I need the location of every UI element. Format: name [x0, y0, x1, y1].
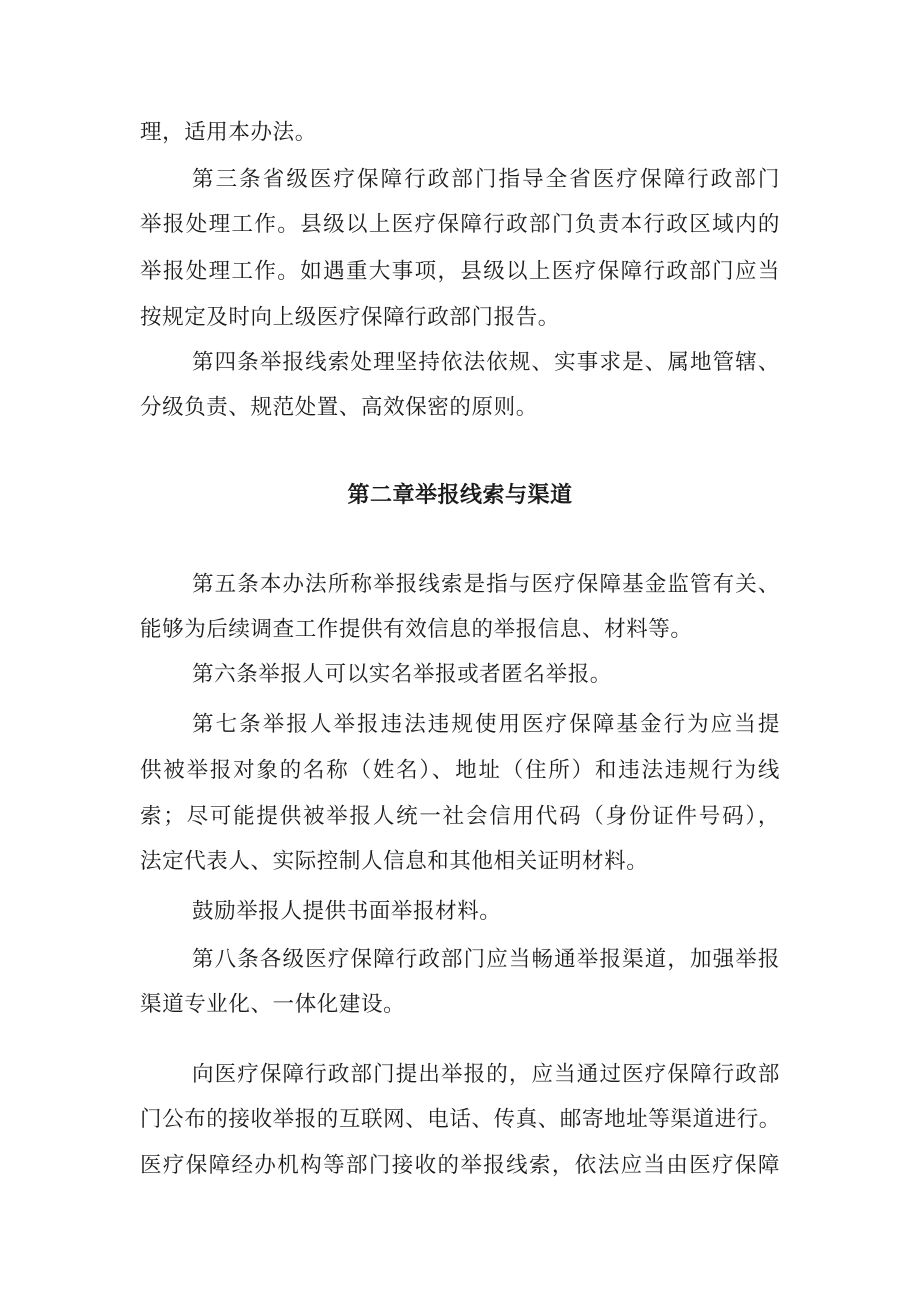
paragraph-line: 向医疗保障行政部门提出举报的，应当通过医疗保障行政部 [192, 1062, 780, 1087]
article-3-line: 按规定及时向上级医疗保障行政部门报告。 [140, 305, 560, 330]
article-4-line: 第四条举报线索处理坚持依法依规、实事求是、属地管辖、 [192, 350, 780, 375]
chapter-heading: 第二章举报线索与渠道 [347, 483, 573, 508]
article-7-line: 第七条举报人举报违法违规使用医疗保障基金行为应当提 [192, 712, 780, 737]
article-4-line: 分级负责、规范处置、高效保密的原则。 [140, 395, 538, 420]
article-3-line: 举报处理工作。如遇重大事项，县级以上医疗保障行政部门应当 [140, 259, 780, 284]
article-7-line: 法定代表人、实际控制人信息和其他相关证明材料。 [140, 849, 649, 874]
article-8-line: 渠道专业化、一体化建设。 [140, 992, 406, 1017]
article-6-line: 第六条举报人可以实名举报或者匿名举报。 [192, 662, 612, 687]
paragraph-line: 鼓励举报人提供书面举报材料。 [192, 899, 502, 924]
article-5-line: 能够为后续调查工作提供有效信息的举报信息、材料等。 [140, 617, 693, 642]
article-3-line: 举报处理工作。县级以上医疗保障行政部门负责本行政区域内的 [140, 212, 780, 237]
article-7-line: 供被举报对象的名称（姓名）、地址（住所）和违法违规行为线 [140, 758, 780, 783]
paragraph-line: 门公布的接收举报的互联网、电话、传真、邮寄地址等渠道进行。 [140, 1107, 781, 1132]
paragraph-line: 理，适用本办法。 [140, 120, 317, 145]
article-5-line: 第五条本办法所称举报线索是指与医疗保障基金监管有关、 [192, 572, 780, 597]
article-3-line: 第三条省级医疗保障行政部门指导全省医疗保障行政部门 [192, 167, 780, 192]
article-7-line: 索；尽可能提供被举报人统一社会信用代码（身份证件号码）， [140, 804, 780, 829]
article-8-line: 第八条各级医疗保障行政部门应当畅通举报渠道，加强举报 [192, 947, 780, 972]
paragraph-line: 医疗保障经办机构等部门接收的举报线索，依法应当由医疗保障 [140, 1153, 780, 1178]
